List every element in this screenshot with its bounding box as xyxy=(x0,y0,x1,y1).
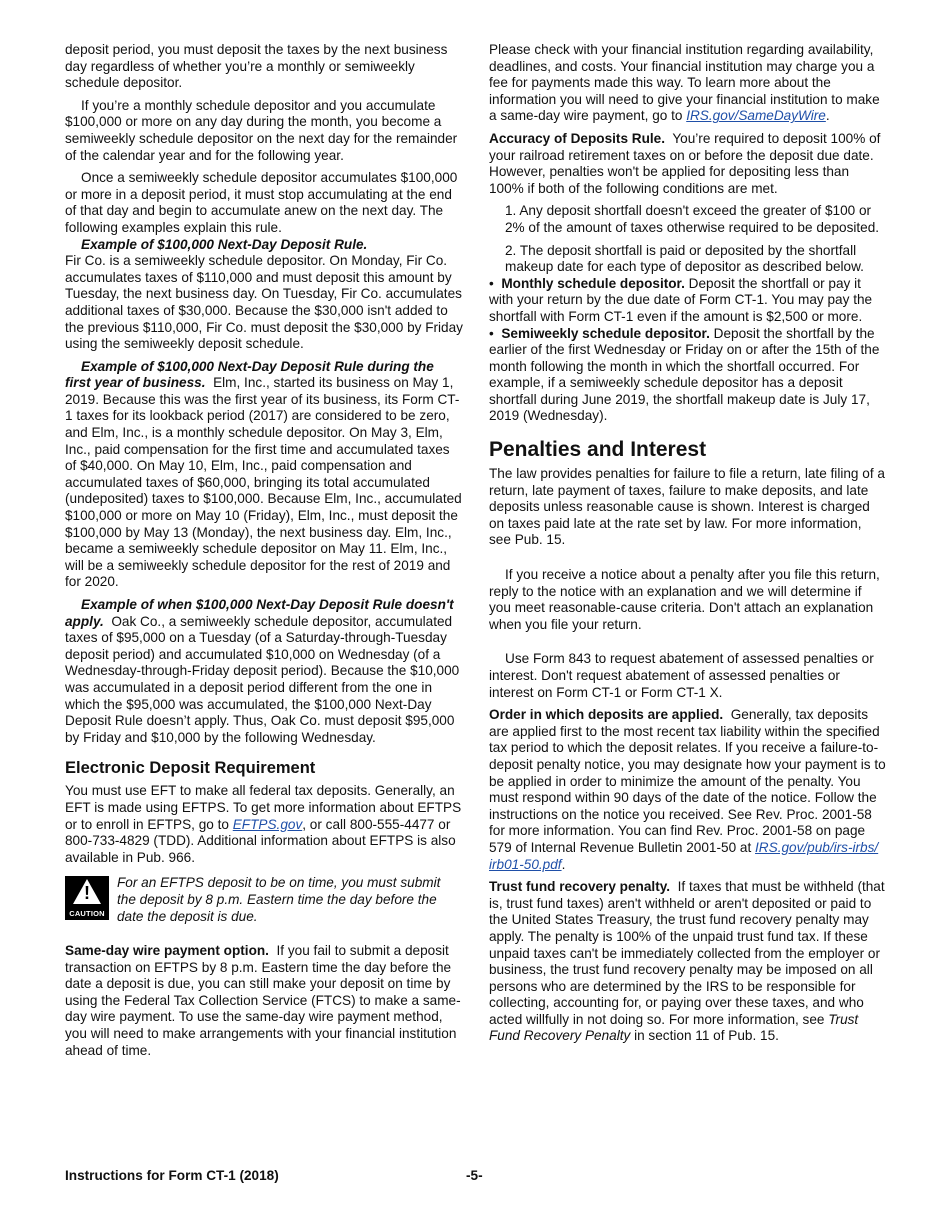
text: If taxes that must be withheld (that is, trust fund taxes) aren't withheld or aren't deposited or paid to the United States Treasury, the trust fund recovery penalty may apply. The penalty is 100% of the unpaid trust fund tax. If these unpaid taxes can't be immediately collected from the employer or business, the trust fund recovery penalty may be imposed on all persons who are determined by the IRS to be responsible for collecting, accounting for, or paying over these taxes, and who acted willfully in not doing so. For more information, see xyxy=(489,879,885,1027)
page-number: -5- xyxy=(466,1168,483,1183)
paragraph: Use Form 843 to request abatement of assessed penalties or interest. Don't request abatement of assessed penalties or interest on Form CT-1 or Form CT-1 X. xyxy=(489,651,874,700)
example-paragraph xyxy=(65,597,463,746)
text: You must use EFT to make all federal tax deposits. Generally, an EFT is made using EFTPS. To get more information about EFTPS or to enroll in EFTPS, go to xyxy=(65,783,462,832)
exclamation-mark: ! xyxy=(84,883,90,904)
irb-link-continued[interactable]: irb01-50.pdf xyxy=(489,856,562,872)
text: You’re required to deposit 100% of your railroad retirement taxes on or before the deposit due date. However, penalties won't be applied for depositing less than 100% if both of the following conditions are met. xyxy=(489,130,881,196)
caution-label: CAUTION xyxy=(69,909,105,919)
text: Deposit the shortfall or pay it with your return by the due date of Form CT-1. You may pay the shortfall with Form CT-1 even if the amount is $2,500 or more. xyxy=(489,275,873,324)
section-heading: Electronic Deposit Requirement xyxy=(65,759,316,778)
caution-icon xyxy=(65,876,109,920)
example-paragraph xyxy=(65,237,463,353)
paragraph xyxy=(489,707,886,873)
text: in section 11 of Pub. 15. xyxy=(630,1028,779,1044)
numbered-item: 1. Any deposit shortfall doesn't exceed the greater of $100 or 2% of the amount of taxes otherwise required to be deposited. xyxy=(505,203,880,235)
run-in-heading: Same-day wire payment option. xyxy=(65,943,269,959)
example-title: Example of $100,000 Next-Day Deposit Rule during the first year of business. xyxy=(65,358,434,391)
text: If you fail to submit a deposit transaction on EFTPS by 8 p.m. Eastern time the day before the date a deposit is due, you can still make your deposit on time by using the Federal Tax Collection Service (FTCS) to make a same-day wire payment. To use the same-day wire payment method, you will need to make arrangements with your financial institution ahead of time. xyxy=(65,943,461,1058)
run-in-heading: Semiweekly schedule depositor. xyxy=(501,325,710,341)
left-column xyxy=(65,42,463,1059)
example-title: Example of when $100,000 Next-Day Deposit Rule doesn't apply. xyxy=(65,597,454,629)
caution-text: For an EFTPS deposit to be on time, you must submit the deposit by 8 p.m. Eastern time the day before the date the deposit is due. xyxy=(117,875,441,924)
text: , or call 800-555-4477 or 800-733-4829 (TDD). Additional information about EFTPS is also available in Pub. 966. xyxy=(65,816,456,865)
example-body: Fir Co. is a semiweekly schedule depositor. On Monday, Fir Co. accumulates taxes of $110,000 and must deposit this amount by Tuesday, the next business day. On Tuesday, Fir Co. accumulates additional taxes of $30,000. Because the $30,000 isn't added to the previous $110,000, Fir Co. must deposit the $30,000 by Friday using the semiweekly deposit schedule. xyxy=(65,253,463,352)
example-title: Example of $100,000 Next-Day Deposit Rule. xyxy=(81,236,368,252)
text: Please check with your financial institution regarding availability, deadlines, and costs. Your financial institution may charge you a fee for payments made this way. To learn more about the information you will need to give your financial institution to make a same-day wire payment, go to xyxy=(489,42,880,124)
bullet: • xyxy=(489,325,494,341)
paragraph: The law provides penalties for failure to file a return, late filing of a return, late payment of taxes, failure to make deposits, and late deposits unless reasonable cause is shown. Interest is charged on taxes paid late at the rate set by law. For more information, see Pub. 15. xyxy=(489,466,885,548)
text: Deposit the shortfall by the earlier of the first Wednesday or Friday on or after the 15th of the month following the month in which the shortfall occurred. For example, if a semiweekly schedule depositor has a deposit shortfall during June 2019, the shortfall makeup date is July 17, 2019 (Wednesday). xyxy=(489,325,880,424)
irb-link[interactable]: IRS.gov/pub/irs-irbs/ xyxy=(755,839,879,855)
numbered-item: 2. The deposit shortfall is paid or deposited by the shortfall makeup date for each type of depositor as described below. xyxy=(505,242,864,275)
text: . xyxy=(825,108,830,124)
publication-reference: Trust Fund Recovery Penalty xyxy=(489,1011,859,1044)
run-in-heading: Trust fund recovery penalty. xyxy=(489,879,671,895)
example-body: Elm, Inc., started its business on May 1, 2019. Because this was the first year of its business, its Form CT-1 taxes for its lookback period (2017) are considered to be zero, and Elm, Inc., is a monthly schedule depositor. On May 3, Elm, Inc., paid compensation for the first time and accumulated taxes of $40,000. On May 10, Elm, Inc., paid compensation and accumulated taxes of $60,000, bringing its total accumulated (undeposited) taxes to $100,000. Because Elm, Inc., accumulated $100,000 or more on May 10 (Friday), Elm, Inc., must deposit the $100,000 by May 13 (Monday), the next business day. Elm, Inc., became a semiweekly schedule depositor on May 11. Elm, Inc., will be a semiweekly schedule depositor for the rest of 2019 and for 2020. xyxy=(65,375,462,590)
example-paragraph xyxy=(65,359,463,591)
paragraph xyxy=(489,879,886,1045)
bullet-item xyxy=(489,326,886,426)
caution-note xyxy=(65,875,463,925)
paragraph: If you receive a notice about a penalty after you file this return, reply to the notice with an explanation and we will determine if you meet reasonable-cause criteria. Don't attach an explanation when you file your return. xyxy=(489,567,880,632)
section-heading: Penalties and Interest xyxy=(489,438,707,462)
paragraph: If you’re a monthly schedule depositor and you accumulate $100,000 or more on any day during the month, you become a semiweekly schedule depositor on the next day for the remainder of the calendar year and for the following year. xyxy=(65,97,458,163)
text: Generally, tax deposits are applied first to the most recent tax liability within the specified tax period to which the deposit relates. If you receive a failure-to-deposit penalty notice, you may designate how your payment is to be applied in order to minimize the amount of the penalty. You must respond within 90 days of the date of the notice. Follow the instructions on the notice you received. See Rev. Proc. 2001-58 for more information. You can find Rev. Proc. 2001-58 on page 579 of Internal Revenue Bulletin 2001-50 at xyxy=(489,707,886,855)
example-body: Oak Co., a semiweekly schedule depositor, accumulated taxes of $95,000 on a Tuesday (of a Saturday-through-Tuesday deposit period) and accumulated $10,000 on Wednesday (of a Wednesday-through-Friday deposit period). Because the $10,000 was accumulated in a deposit period different from the one in which the $95,000 was accumulated, the $100,000 Next-Day Deposit Rule doesn’t apply. Thus, Oak Co. must deposit $95,000 by Friday and $10,000 by the following Wednesday. xyxy=(65,613,460,745)
bullet: • xyxy=(489,275,494,291)
paragraph: deposit period, you must deposit the taxes by the next business day regardless of whether you’re a monthly or semiweekly schedule depositor. xyxy=(65,42,448,91)
run-in-heading: Order in which deposits are applied. xyxy=(489,707,724,723)
run-in-heading: Accuracy of Deposits Rule. xyxy=(489,130,666,146)
same-day-wire-link[interactable]: IRS.gov/SameDayWire xyxy=(686,108,826,124)
run-in-heading: Monthly schedule depositor. xyxy=(501,275,685,291)
paragraph xyxy=(65,783,463,866)
bullet-item xyxy=(489,276,886,326)
right-column xyxy=(489,42,886,1045)
paragraph xyxy=(489,42,886,125)
text: . xyxy=(561,856,566,872)
paragraph xyxy=(65,943,463,1059)
eftps-link[interactable]: EFTPS.gov xyxy=(232,816,303,832)
footer-title: Instructions for Form CT-1 (2018) xyxy=(65,1168,279,1183)
paragraph xyxy=(489,131,886,197)
paragraph: Once a semiweekly schedule depositor accumulates $100,000 or more in a deposit period, it must stop accumulating at the end of that day and begin to accumulate anew on the next day. The following examples explain this rule. xyxy=(65,170,458,235)
